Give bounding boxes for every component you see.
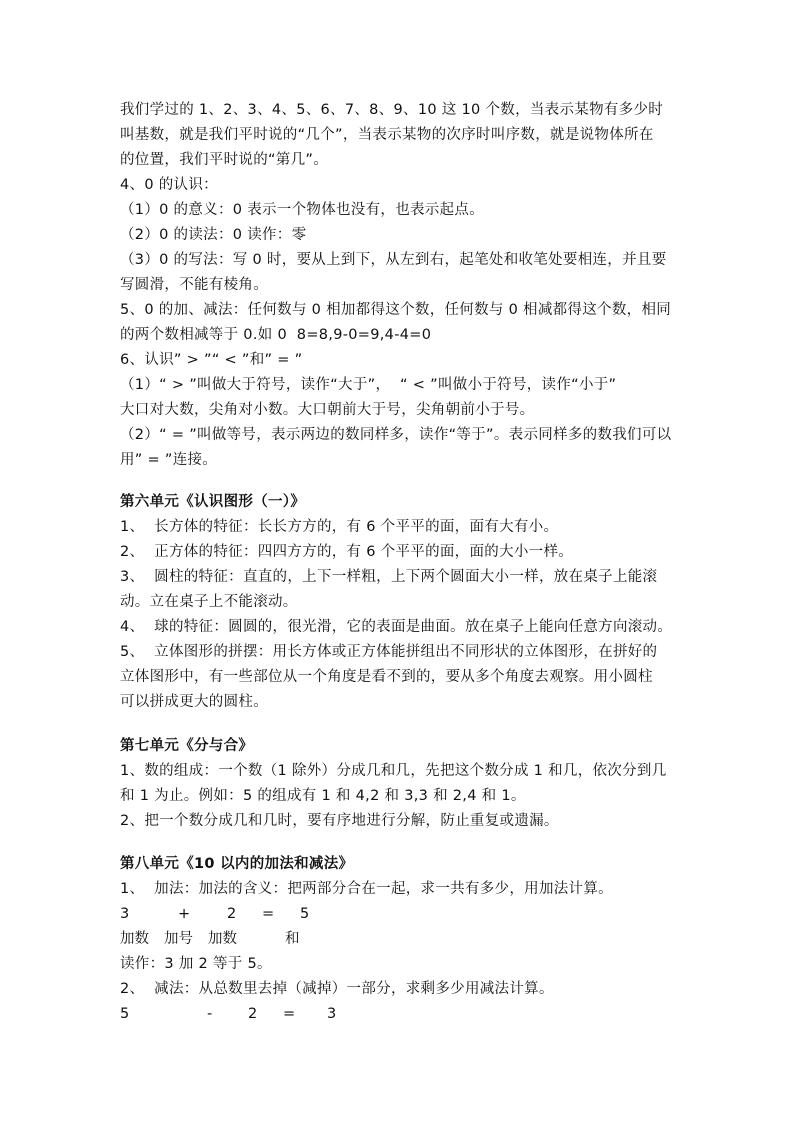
compare-heading: 6、认识” > ”“ < ”和” = ” <box>120 352 303 368</box>
equals-sign: = <box>262 906 275 922</box>
term-name: 加数 <box>120 931 149 947</box>
addition-definition: 1、 加法：加法的含义：把两部分合在一起，求一共有多少，用加法计算。 <box>120 881 613 897</box>
unit6-item: 2、 正方体的特征：四四方方的，有 6 个平平的面，面的大小一样。 <box>120 544 574 560</box>
unit6-item: 立体图形中，有一些部位从一个角度是看不到的，要从多个角度去观察。用小圆柱 <box>120 669 653 685</box>
subtraction-definition: 2、 减法：从总数里去掉（减掉）一部分，求剩多少用减法计算。 <box>120 981 554 997</box>
unit7-item: 1、数的组成：一个数（1 除外）分成几和几，先把这个数分成 1 和几，依次分到几 <box>120 763 667 779</box>
difference-value: 3 <box>327 1006 337 1022</box>
minuend-value: 5 <box>120 1006 130 1022</box>
intro-line: 叫基数，就是我们平时说的“几个”，当表示某物的次序时叫序数，就是说物体所在 <box>120 127 654 143</box>
unit6-item: 动。立在桌子上不能滚动。 <box>120 594 298 610</box>
intro-line: 的位置，我们平时说的“第几”。 <box>120 152 329 168</box>
unit8-title: 第八单元《10 以内的加法和减法》 <box>120 856 354 872</box>
addition-reading: 读作：3 加 2 等于 5。 <box>120 956 272 972</box>
zero-ops-line: 5、0 的加、减法：任何数与 0 相加都得这个数，任何数与 0 相减都得这个数，相同 <box>120 302 672 318</box>
equals-sign: = <box>283 1006 296 1022</box>
intro-line: 我们学过的 1、2、3、4、5、6、7、8、9、10 这 10 个数，当表示某物有多少时 <box>120 102 664 118</box>
term-name: 和 <box>285 931 300 947</box>
unit6-item: 4、 球的特征：圆圆的，很光滑，它的表面是曲面。放在桌子上能向任意方向滚动。 <box>120 619 673 635</box>
unit7-title: 第七单元《分与合》 <box>120 738 254 754</box>
unit7-item: 2、把一个数分成几和几时，要有序地进行分解，防止重复或遗漏。 <box>120 813 559 829</box>
term-name: 加号 <box>164 931 193 947</box>
compare-item: 大口对大数，尖角对小数。大口朝前大于号，尖角朝前小于号。 <box>120 402 535 418</box>
zero-ops-line: 的两个数相减等于 0.如 0 8=8,9-0=9,4-4=0 <box>120 327 432 343</box>
zero-item: （3）0 的写法：写 0 时，要从上到下，从左到右，起笔处和收笔处要相连，并且要 <box>120 252 667 268</box>
subtrahend-value: 2 <box>248 1006 258 1022</box>
unit6-item: 可以拼成更大的圆柱。 <box>120 694 268 710</box>
compare-item: 用” = ”连接。 <box>120 452 218 468</box>
compare-item: （2）“ = ”叫做等号，表示两边的数同样多，读作“等于”。表示同样多的数我们可以 <box>120 427 672 443</box>
addend-value: 3 <box>120 906 130 922</box>
unit7-item: 和 1 为止。例如：5 的组成有 1 和 4,2 和 3,3 和 2,4 和 1。 <box>120 788 526 804</box>
compare-item: （1）“ > ”叫做大于符号，读作“大于”， “ < ”叫做小于符号，读作“小于” <box>120 377 617 393</box>
zero-item: 写圆滑，不能有棱角。 <box>120 277 268 293</box>
unit6-item: 3、 圆柱的特征：直直的，上下一样粗，上下两个圆面大小一样，放在桌子上能滚 <box>120 569 658 585</box>
minus-sign: - <box>207 1006 213 1022</box>
plus-sign: + <box>178 906 191 922</box>
unit6-item: 5、 立体图形的拼摆：用长方体或正方体能拼组出不同形状的立体图形，在拼好的 <box>120 644 658 660</box>
unit6-title: 第六单元《认识图形（一）》 <box>120 494 306 510</box>
zero-heading: 4、0 的认识： <box>120 177 218 193</box>
zero-item: （1）0 的意义：0 表示一个物体也没有，也表示起点。 <box>120 202 484 218</box>
addend-value: 2 <box>227 906 237 922</box>
unit6-item: 1、 长方体的特征：长长方方的，有 6 个平平的面，面有大有小。 <box>120 519 559 535</box>
sum-value: 5 <box>300 906 310 922</box>
zero-item: （2）0 的读法：0 读作：零 <box>120 227 307 243</box>
term-name: 加数 <box>208 931 237 947</box>
